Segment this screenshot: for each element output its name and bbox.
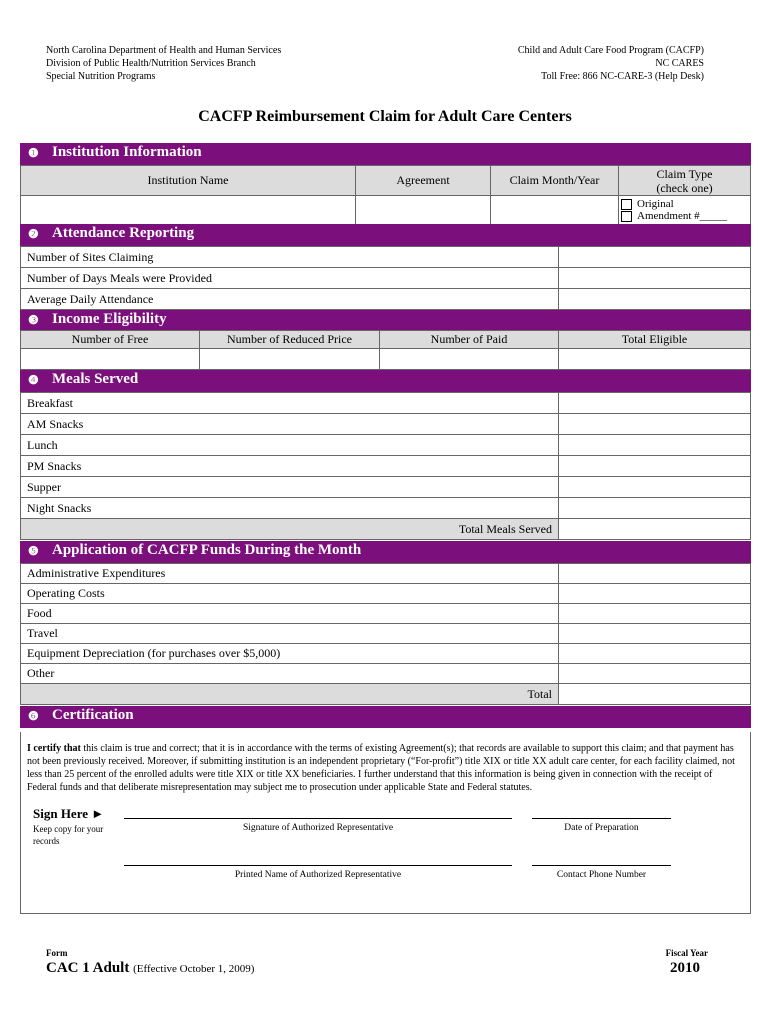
section-institution-header: [20, 143, 751, 165]
funds-row: [21, 603, 750, 623]
total-eligible-field[interactable]: [559, 349, 750, 369]
funds-label: Travel: [21, 624, 559, 643]
claim-type-options: [619, 196, 750, 224]
funds-row: [21, 563, 750, 583]
meal-row: [21, 455, 750, 476]
attendance-row: [21, 246, 750, 267]
meal-count-field[interactable]: [559, 393, 750, 413]
funds-amount-field[interactable]: [559, 604, 750, 623]
amendment-checkbox[interactable]: [621, 211, 632, 222]
certification-statement: [27, 742, 743, 794]
agreement-field[interactable]: [356, 196, 491, 224]
attendance-label: Number of Days Meals were Provided: [21, 268, 559, 288]
fiscal-year-label: Fiscal Year: [665, 948, 708, 958]
phone-label: Contact Phone Number: [556, 870, 647, 880]
section-number-6: ❻: [28, 709, 39, 723]
institution-header-row: [21, 165, 750, 195]
section-number-5: ❺: [28, 544, 39, 558]
meal-row: [21, 476, 750, 497]
date-line[interactable]: [532, 818, 671, 819]
meals-total-label: Total Meals Served: [21, 519, 559, 539]
section-title-5: Application of CACFP Funds During the Month: [52, 542, 362, 558]
income-input-row: [21, 348, 750, 369]
funds-row: [21, 643, 750, 663]
meal-label: Night Snacks: [21, 498, 559, 518]
section-funds-header: [20, 541, 751, 563]
reduced-field[interactable]: [200, 349, 380, 369]
program-line-3: Toll Free: 866 NC-CARE-3 (Help Desk): [541, 71, 704, 82]
section-meals-header: [20, 370, 751, 392]
meal-count-field[interactable]: [559, 435, 750, 455]
phone-line[interactable]: [532, 865, 671, 866]
institution-table: [20, 165, 751, 225]
section-attendance-header: [20, 224, 751, 246]
funds-table: [20, 563, 751, 705]
attendance-table: [20, 246, 751, 310]
meals-total-field[interactable]: [559, 519, 750, 539]
col-claim-type: [619, 166, 750, 195]
fiscal-year: 2010: [670, 960, 700, 976]
col-claim-month: Claim Month/Year: [491, 166, 619, 195]
date-label: Date of Preparation: [564, 823, 639, 833]
funds-row: [21, 663, 750, 683]
section-title-6: Certification: [52, 707, 134, 723]
meals-total-row: [21, 518, 750, 539]
meal-label: Supper: [21, 477, 559, 497]
claim-type-hint: (check one): [656, 180, 713, 195]
agency-line-1: North Carolina Department of Health and Human Services: [46, 45, 282, 56]
printed-name-line[interactable]: [124, 865, 512, 866]
claim-month-field[interactable]: [491, 196, 619, 224]
form-name: CAC 1 Adult: [46, 960, 130, 976]
funds-row: [21, 623, 750, 643]
funds-amount-field[interactable]: [559, 664, 750, 683]
col-free: Number of Free: [21, 331, 200, 348]
section-number-1: ❶: [28, 146, 39, 160]
income-table: [20, 330, 751, 370]
meal-label: PM Snacks: [21, 456, 559, 476]
printed-name-label: Printed Name of Authorized Representative: [234, 870, 402, 880]
attendance-value-field[interactable]: [559, 289, 750, 309]
signature-line[interactable]: [124, 818, 512, 819]
signature-label: Signature of Authorized Representative: [242, 823, 394, 833]
institution-name-field[interactable]: [21, 196, 356, 224]
section-number-2: ❷: [28, 227, 39, 241]
funds-label: Food: [21, 604, 559, 623]
funds-total-field[interactable]: [559, 684, 750, 704]
section-title-1: Institution Information: [52, 144, 202, 160]
meal-row: [21, 413, 750, 434]
keep-copy-note: Keep copy for your records: [33, 824, 104, 846]
meal-row: [21, 497, 750, 518]
attendance-label: Number of Sites Claiming: [21, 247, 559, 267]
funds-amount-field[interactable]: [559, 584, 750, 603]
option-original: [621, 198, 674, 210]
form-title: CACFP Reimbursement Claim for Adult Care Centers: [198, 108, 572, 125]
funds-label: Administrative Expenditures: [21, 564, 559, 583]
certification-box: [20, 732, 751, 914]
paid-field[interactable]: [380, 349, 559, 369]
amendment-label: Amendment #_____: [637, 210, 728, 222]
section-title-3: Income Eligibility: [52, 311, 167, 327]
funds-label: Other: [21, 664, 559, 683]
funds-amount-field[interactable]: [559, 624, 750, 643]
attendance-value-field[interactable]: [559, 247, 750, 267]
meals-table: [20, 392, 751, 540]
meal-count-field[interactable]: [559, 456, 750, 476]
funds-amount-field[interactable]: [559, 564, 750, 583]
program-header: [518, 44, 704, 83]
section-income-header: [20, 310, 751, 332]
agency-header: [46, 44, 281, 83]
meal-label: Breakfast: [21, 393, 559, 413]
col-reduced: Number of Reduced Price: [200, 331, 380, 348]
form-label: Form: [46, 948, 68, 958]
attendance-row: [21, 267, 750, 288]
institution-input-row: [21, 195, 750, 224]
section-title-2: Attendance Reporting: [52, 225, 195, 241]
funds-total-label: Total: [21, 684, 559, 704]
program-line-2: NC CARES: [655, 58, 704, 69]
agency-line-2: Division of Public Health/Nutrition Services Branch: [46, 58, 256, 69]
funds-label: Equipment Depreciation (for purchases over $5,000): [21, 644, 559, 663]
meal-row: [21, 434, 750, 455]
original-checkbox[interactable]: [621, 199, 632, 210]
claim-type-label: Claim Type: [656, 166, 713, 181]
meal-count-field[interactable]: [559, 414, 750, 434]
attendance-label: Average Daily Attendance: [21, 289, 559, 309]
form-id: [46, 960, 254, 977]
funds-amount-field[interactable]: [559, 644, 750, 663]
free-field[interactable]: [21, 349, 200, 369]
meal-label: AM Snacks: [21, 414, 559, 434]
funds-label: Operating Costs: [21, 584, 559, 603]
certification-lead: I certify that: [27, 743, 81, 754]
funds-row: [21, 583, 750, 603]
section-number-3: ❸: [28, 313, 39, 327]
form-effective-date: (Effective October 1, 2009): [133, 963, 255, 975]
attendance-row: [21, 288, 750, 309]
meal-label: Lunch: [21, 435, 559, 455]
option-amendment: [621, 210, 727, 222]
original-label: Original: [637, 198, 674, 210]
col-total-eligible: Total Eligible: [559, 331, 750, 348]
agency-line-3: Special Nutrition Programs: [46, 71, 156, 82]
meal-count-field[interactable]: [559, 477, 750, 497]
col-institution-name: Institution Name: [21, 166, 356, 195]
funds-total-row: [21, 683, 750, 704]
program-line-1: Child and Adult Care Food Program (CACFP): [517, 45, 704, 56]
section-number-4: ❹: [28, 373, 39, 387]
income-header-row: [21, 330, 750, 348]
col-agreement: Agreement: [356, 166, 491, 195]
section-certification-header: [20, 706, 751, 728]
attendance-value-field[interactable]: [559, 268, 750, 288]
sign-here-label: Sign Here ►: [33, 806, 105, 821]
meal-row: [21, 392, 750, 413]
meal-count-field[interactable]: [559, 498, 750, 518]
section-title-4: Meals Served: [52, 371, 139, 387]
certification-body: this claim is true and correct; that it is in accordance with the terms of existing Agreement(s); that records are available to support this claim; and that payment has not been previously received. Moreover, if submitting institution is an independent proprietary (“For-profit”) title XIX or title XX adult care center, for each facility claimed, not less than 25 percent of the enrolled adults were title XIX or title XX beneficiaries. I further understand that this information is being given in connection with the receipt of Federal funds and that deliberate misrepresentation may subject me to prosecution under applicable State and Federal statutes.: [27, 743, 735, 793]
col-paid: Number of Paid: [380, 331, 559, 348]
